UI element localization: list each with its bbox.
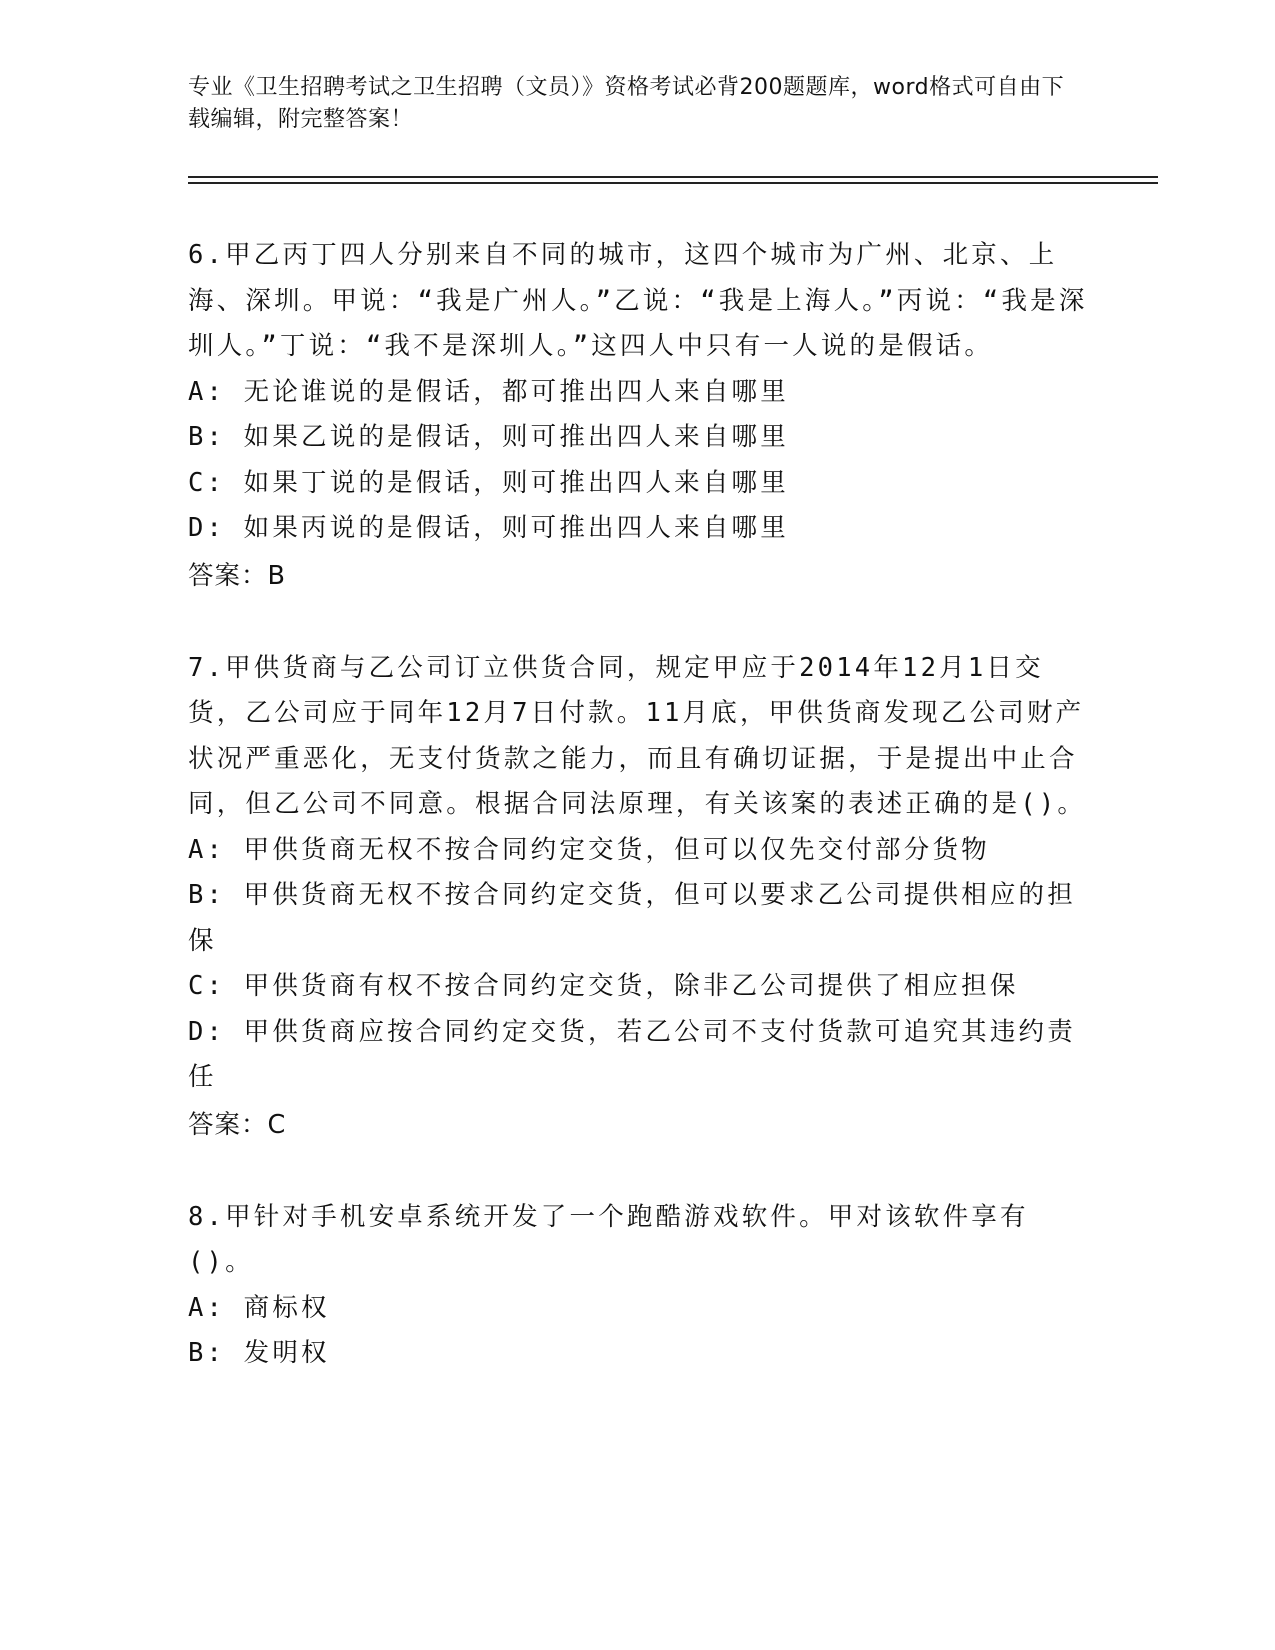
option-c: C: 如果丁说的是假话，则可推出四人来自哪里	[188, 467, 789, 498]
option-d: D: 甲供货商应按合同约定交货，若乙公司不支付货款可追究其违约责任	[188, 1016, 1076, 1092]
option-a: A: 商标权	[188, 1292, 330, 1323]
question-stem: 7.甲供货商与乙公司订立供货合同，规定甲应于2014年12月1日交货，乙公司应于同年12月7日付款。11月底，甲供货商发现乙公司财产状况严重恶化，无支付货款之能力，而且有确切证据，于是提出中止合同，但乙公司不同意。根据合同法原理，有关该案的表述正确的是()。	[188, 652, 1087, 819]
question-6	[188, 233, 1088, 600]
option-b: B: 发明权	[188, 1338, 330, 1368]
document-header: 专业《卫生招聘考试之卫生招聘（文员）》资格考试必背200题题库，word格式可自由下载编辑，附完整答案！	[188, 75, 1065, 132]
option-a: A: 甲供货商无权不按合同约定交货，但可以仅先交付部分货物	[188, 834, 990, 865]
option-c: C: 甲供货商有权不按合同约定交货，除非乙公司提供了相应担保	[188, 971, 1019, 1001]
answer-line: 答案：C	[188, 1109, 287, 1140]
option-a: A: 无论谁说的是假话，都可推出四人来自哪里	[188, 376, 789, 407]
header-divider-bottom	[188, 182, 1158, 184]
question-list	[188, 233, 1088, 1423]
question-7	[188, 646, 1088, 1149]
question-8	[188, 1195, 1088, 1377]
header-divider-top	[188, 176, 1158, 178]
question-stem: 8.甲针对手机安卓系统开发了一个跑酷游戏软件。甲对该软件享有()。	[188, 1201, 1029, 1277]
answer-line: 答案：B	[188, 560, 286, 591]
option-d: D: 如果丙说的是假话，则可推出四人来自哪里	[188, 513, 789, 543]
question-stem: 6.甲乙丙丁四人分别来自不同的城市，这四个城市为广州、北京、上海、深圳。甲说：“我是广州人。”乙说：“我是上海人。”丙说：“我是深圳人。”丁说：“我不是深圳人。”这四人中只有一人说的是假话。	[188, 240, 1088, 361]
option-b: B: 甲供货商无权不按合同约定交货，但可以要求乙公司提供相应的担保	[188, 880, 1076, 956]
option-b: B: 如果乙说的是假话，则可推出四人来自哪里	[188, 422, 789, 452]
